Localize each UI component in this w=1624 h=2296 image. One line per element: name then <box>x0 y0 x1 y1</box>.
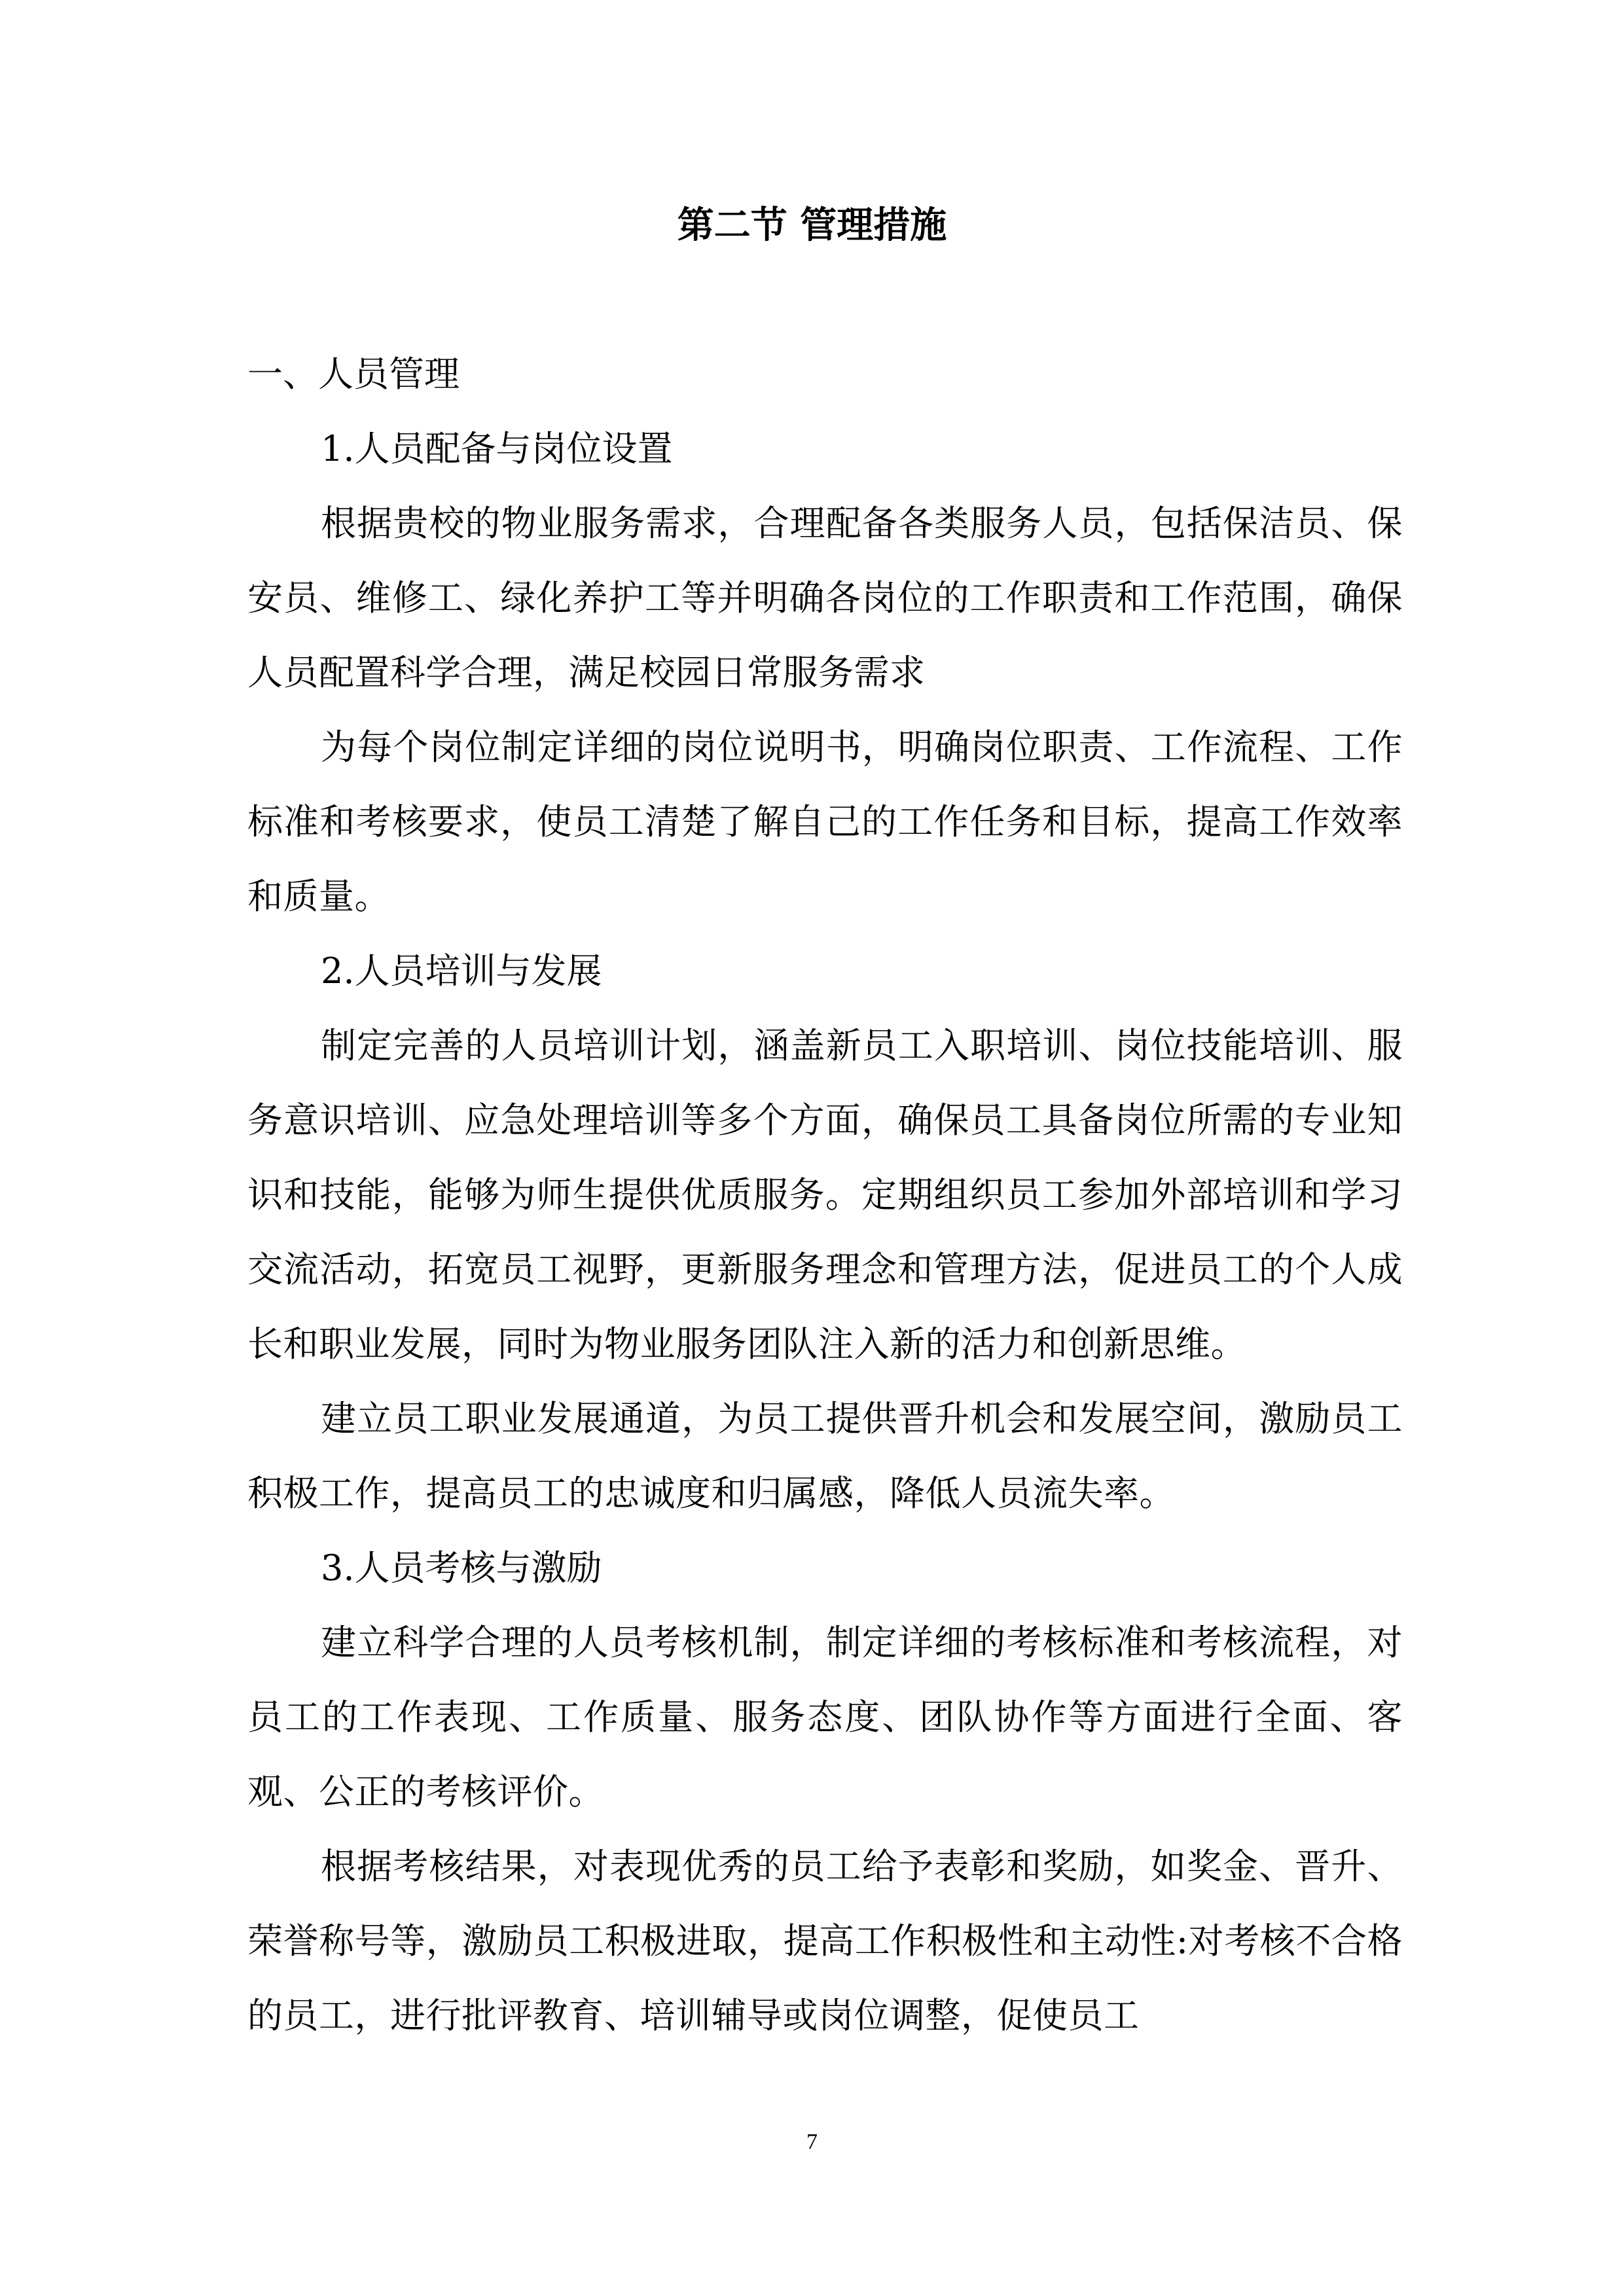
section-heading-personnel-management: 一、人员管理 <box>247 353 460 395</box>
page-number: 7 <box>806 2130 818 2154</box>
subsection-heading-staffing: 1.人员配备与岗位设置 <box>321 428 673 469</box>
subsection-heading-training: 2.人员培训与发展 <box>321 950 602 992</box>
paragraph: 为每个岗位制定详细的岗位说明书，明确岗位职责、工作流程、工作标准和考核要求，使员工清楚了解自己的工作任务和目标，提高工作效率和质量。 <box>247 726 1403 917</box>
page-title: 第二节 管理措施 <box>677 204 947 247</box>
paragraph: 根据考核结果，对表现优秀的员工给予表彰和奖励，如奖金、晋升、荣誉称号等，激励员工积极进取，提高工作积极性和主动性:对考核不合格的员工，进行批评教育、培训辅导或岗位调整，促使员工 <box>247 1846 1403 2036</box>
paragraph: 建立科学合理的人员考核机制，制定详细的考核标准和考核流程，对员工的工作表现、工作质量、服务态度、团队协作等方面进行全面、客观、公正的考核评价。 <box>247 1622 1403 1812</box>
subsection-heading-assessment: 3.人员考核与激励 <box>321 1547 602 1588</box>
paragraph: 建立员工职业发展通道，为员工提供晋升机会和发展空间，激励员工积极工作，提高员工的忠诚度和归属感，降低人员流失率。 <box>247 1398 1403 1514</box>
paragraph: 制定完善的人员培训计划，涵盖新员工入职培训、岗位技能培训、服务意识培训、应急处理培训等多个方面，确保员工具备岗位所需的专业知识和技能，能够为师生提供优质服务。定期组织员工参加外部培训和学习交流活动，拓宽员工视野，更新服务理念和管理方法，促进员工的个人成长和职业发展，同时为物业服务团队注入新的活力和创新思维。 <box>247 1025 1403 1365</box>
document-body <box>247 337 1403 2053</box>
paragraph: 根据贵校的物业服务需求，合理配备各类服务人员，包括保洁员、保安员、维修工、绿化养护工等并明确各岗位的工作职责和工作范围，确保人员配置科学合理，满足校园日常服务需求 <box>247 503 1403 693</box>
